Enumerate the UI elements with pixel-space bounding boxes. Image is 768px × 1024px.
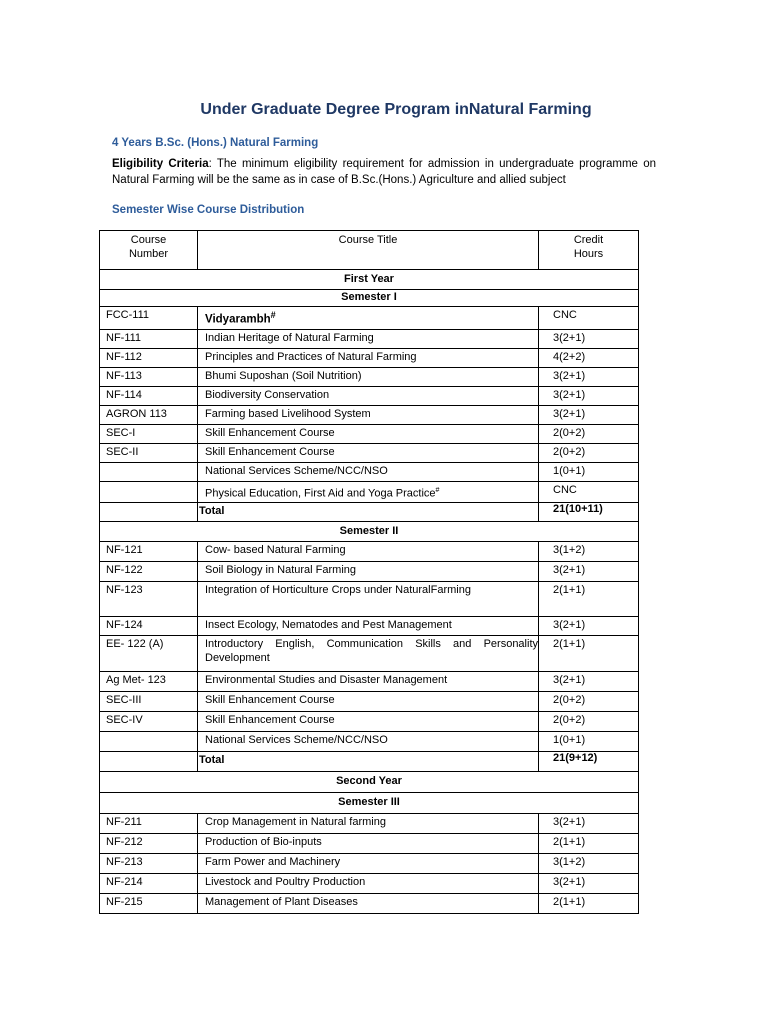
- table-header-row: [100, 231, 639, 270]
- course-number: NF-113: [100, 367, 198, 386]
- distribution-heading: Semester Wise Course Distribution: [112, 204, 305, 216]
- credit-hours: 3(1+2): [539, 854, 639, 874]
- table-row: [100, 894, 639, 914]
- table-row: [100, 405, 639, 424]
- table-row: [100, 386, 639, 405]
- course-number: NF-112: [100, 348, 198, 367]
- course-number: NF-212: [100, 834, 198, 854]
- credit-hours: 1(0+1): [539, 732, 639, 752]
- course-number: NF-214: [100, 874, 198, 894]
- program-heading: 4 Years B.Sc. (Hons.) Natural Farming: [112, 137, 319, 149]
- header-course-number: Course Number: [100, 231, 198, 270]
- eligibility-label: Eligibility Criteria: [112, 158, 209, 170]
- semester-row-1: Semester I: [100, 290, 639, 307]
- total-label: Total: [198, 752, 539, 772]
- document-title: Under Graduate Degree Program inNatural Farming: [200, 101, 592, 118]
- credit-hours: 2(0+2): [539, 692, 639, 712]
- credit-hours: 3(2+1): [539, 814, 639, 834]
- course-table: [99, 230, 639, 914]
- table-row: [100, 562, 639, 582]
- course-title: Vidyarambh#: [198, 307, 539, 330]
- header-credit-hours: Credit Hours: [539, 231, 639, 270]
- course-title: Biodiversity Conservation: [198, 386, 539, 405]
- credit-hours: 3(2+1): [539, 367, 639, 386]
- table-row: [100, 582, 639, 617]
- course-number: NF-215: [100, 894, 198, 914]
- hash-mark: #: [270, 310, 276, 320]
- credit-hours: 2(0+2): [539, 443, 639, 462]
- course-number-empty: [100, 503, 198, 522]
- credit-hours: CNC: [539, 307, 639, 330]
- credit-hours: 3(2+1): [539, 562, 639, 582]
- table-row: [100, 854, 639, 874]
- semester-row-3: Semester III: [100, 793, 639, 814]
- course-number: [100, 732, 198, 752]
- course-title: Farming based Livelihood System: [198, 405, 539, 424]
- course-number: AGRON 113: [100, 405, 198, 424]
- credit-hours: 3(2+1): [539, 329, 639, 348]
- hash-mark: #: [435, 486, 440, 494]
- course-number: FCC-111: [100, 307, 198, 330]
- credit-hours: 3(2+1): [539, 672, 639, 692]
- total-credits: 21(9+12): [539, 752, 639, 772]
- course-title: Introductory English, Communication Skills and Personality Development: [198, 636, 539, 672]
- credit-hours: 3(1+2): [539, 542, 639, 562]
- table-row: [100, 348, 639, 367]
- course-number: [100, 481, 198, 503]
- eligibility-paragraph: [112, 156, 656, 188]
- course-title: National Services Scheme/NCC/NSO: [198, 732, 539, 752]
- credit-hours: CNC: [539, 481, 639, 503]
- course-title: Soil Biology in Natural Farming: [198, 562, 539, 582]
- course-title: Indian Heritage of Natural Farming: [198, 329, 539, 348]
- table-row: [100, 307, 639, 330]
- course-title: Physical Education, First Aid and Yoga Practice#: [198, 481, 539, 503]
- table-row: [100, 636, 639, 672]
- course-title: Environmental Studies and Disaster Management: [198, 672, 539, 692]
- credit-hours: 3(2+1): [539, 405, 639, 424]
- credit-hours: 2(0+2): [539, 424, 639, 443]
- credit-hours: 3(2+1): [539, 874, 639, 894]
- course-number: Ag Met- 123: [100, 672, 198, 692]
- course-title: Insect Ecology, Nematodes and Pest Management: [198, 617, 539, 636]
- credit-hours: 2(1+1): [539, 894, 639, 914]
- course-number: NF-114: [100, 386, 198, 405]
- table-row: [100, 814, 639, 834]
- credit-hours: 2(1+1): [539, 834, 639, 854]
- header-course-title: Course Title: [198, 231, 539, 270]
- course-number: SEC-IV: [100, 712, 198, 732]
- table-row: [100, 712, 639, 732]
- course-title: Skill Enhancement Course: [198, 692, 539, 712]
- course-title: National Services Scheme/NCC/NSO: [198, 462, 539, 481]
- table-row: [100, 367, 639, 386]
- course-number: NF-111: [100, 329, 198, 348]
- course-number: NF-213: [100, 854, 198, 874]
- table-row: [100, 692, 639, 712]
- credit-hours: 3(2+1): [539, 617, 639, 636]
- course-title: Cow- based Natural Farming: [198, 542, 539, 562]
- year-row-second: Second Year: [100, 772, 639, 793]
- course-title: Farm Power and Machinery: [198, 854, 539, 874]
- semester-row-2: Semester II: [100, 522, 639, 542]
- course-title: Crop Management in Natural farming: [198, 814, 539, 834]
- year-row-first: First Year: [100, 270, 639, 290]
- course-number: SEC-I: [100, 424, 198, 443]
- course-title: Management of Plant Diseases: [198, 894, 539, 914]
- credit-hours: 2(0+2): [539, 712, 639, 732]
- table-row: [100, 462, 639, 481]
- total-row: [100, 752, 639, 772]
- credit-hours: 4(2+2): [539, 348, 639, 367]
- course-number: SEC-III: [100, 692, 198, 712]
- course-title: Skill Enhancement Course: [198, 712, 539, 732]
- course-title: Production of Bio-inputs: [198, 834, 539, 854]
- table-row: [100, 443, 639, 462]
- table-row: [100, 732, 639, 752]
- table-row: [100, 329, 639, 348]
- course-title: Principles and Practices of Natural Farming: [198, 348, 539, 367]
- course-number: NF-122: [100, 562, 198, 582]
- course-number: NF-121: [100, 542, 198, 562]
- course-number: NF-211: [100, 814, 198, 834]
- table-row: [100, 617, 639, 636]
- credit-hours: 3(2+1): [539, 386, 639, 405]
- table-row: [100, 542, 639, 562]
- course-number: NF-123: [100, 582, 198, 617]
- eligibility-text: : The minimum eligibility requirement for admission in undergraduate programme on Natural Farming will be the same as in case of B.Sc.(Hons.) Agriculture and allied subject: [112, 158, 657, 186]
- credit-hours: 2(1+1): [539, 582, 639, 617]
- course-title: Bhumi Suposhan (Soil Nutrition): [198, 367, 539, 386]
- course-number-empty: [100, 752, 198, 772]
- course-title: Skill Enhancement Course: [198, 424, 539, 443]
- table-row: [100, 874, 639, 894]
- table-row: [100, 424, 639, 443]
- course-number: SEC-II: [100, 443, 198, 462]
- course-number: EE- 122 (A): [100, 636, 198, 672]
- credit-hours: 2(1+1): [539, 636, 639, 672]
- course-number: NF-124: [100, 617, 198, 636]
- table-row: [100, 481, 639, 503]
- course-number: [100, 462, 198, 481]
- total-row: [100, 503, 639, 522]
- credit-hours: 1(0+1): [539, 462, 639, 481]
- course-title: Skill Enhancement Course: [198, 443, 539, 462]
- table-row: [100, 672, 639, 692]
- table-row: [100, 834, 639, 854]
- total-label: Total: [198, 503, 539, 522]
- course-title: Livestock and Poultry Production: [198, 874, 539, 894]
- total-credits: 21(10+11): [539, 503, 639, 522]
- course-title: Integration of Horticulture Crops under NaturalFarming: [198, 582, 539, 617]
